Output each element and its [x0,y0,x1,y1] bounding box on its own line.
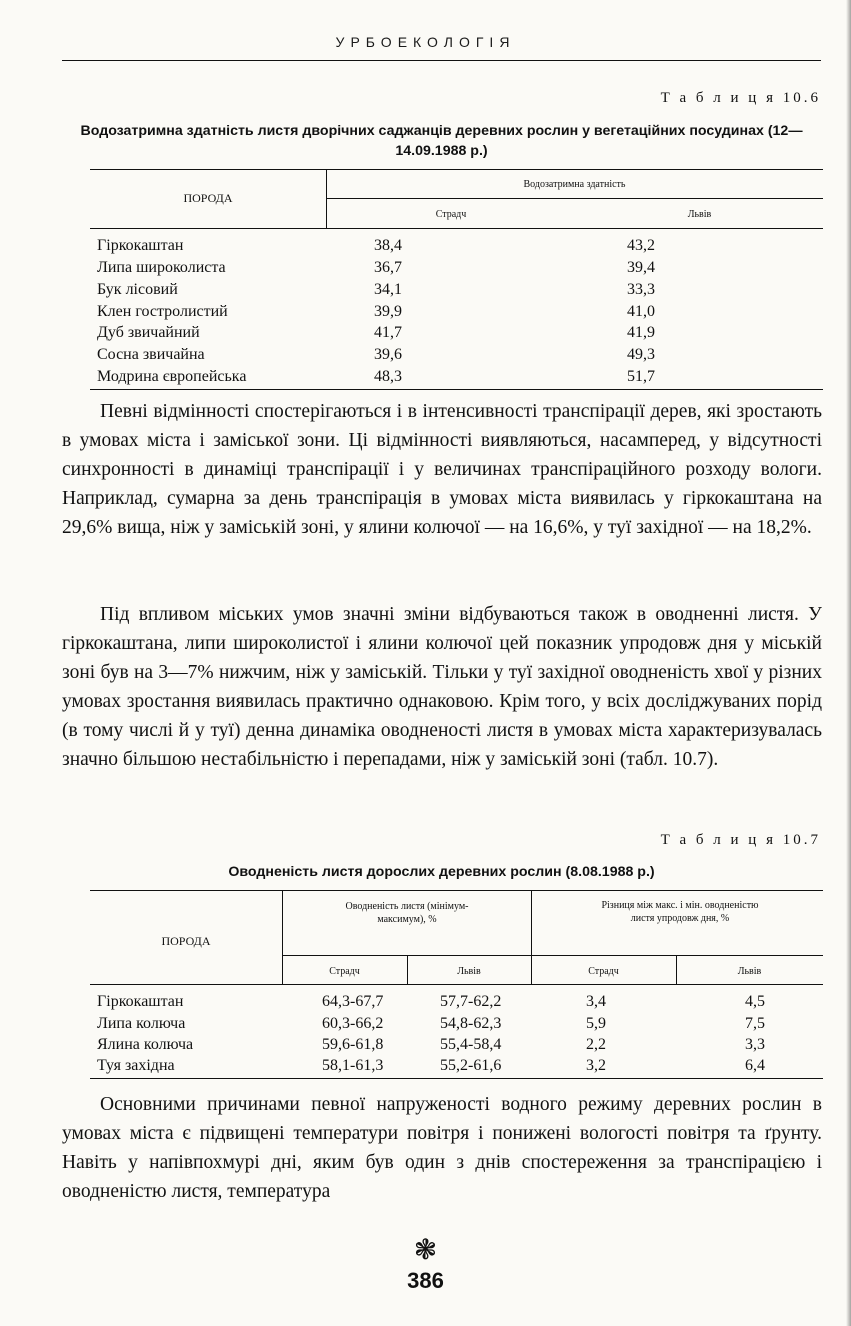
value-cell: 3,4 [586,993,606,1010]
species-cell: Липа колюча [97,1015,186,1032]
table-top-rule [90,169,823,170]
column-group-water-content: Оводненість листя (мінімум-максимум), % [345,901,469,925]
column-header-lviv: Львів [457,966,481,977]
species-cell: Клен гостролистий [97,303,228,320]
species-cell: Ялина колюча [97,1036,194,1053]
value-cell: 49,3 [627,346,655,363]
page-edge-shadow [846,0,851,1326]
value-cell: 5,9 [586,1015,606,1032]
column-header-species: ПОРОДА [161,934,211,948]
value-cell: 41,0 [627,303,655,320]
column-header-lviv: Львів [737,966,762,977]
body-paragraph: Під впливом міських умов значні зміни відбуваються також в оводненні листя. У гіркокаштана, липи широколистої і ялини колючої цей показник упродовж дня у міській зоні був на 3—7% нижчим, ніж у заміській. Тільки у туї західної оводненість хвої у різних умовах зростання виявилась практично однаковою. Крім того, у всіх досліджуваних порід (в тому числі й у туї) денна динаміка оводненості листя в умовах міста характеризувалась значно більшою нестабільністю і перепадами, ніж у заміській зоні (табл. 10.7). [62,604,822,770]
table-10-6-title: Водозатримна здатність листя дворічних саджанців деревних рослин у вегетаційних посудинах (12—14.09.1988 р.) [80,123,803,159]
value-cell: 2,2 [586,1036,606,1053]
value-cell: 57,7-62,2 [440,993,502,1010]
header-rule [62,60,821,61]
species-cell: Дуб звичайний [97,324,200,341]
value-cell: 6,4 [745,1057,765,1074]
value-cell: 55,4-58,4 [440,1036,502,1053]
flower-ornament-icon: ❃ [413,1233,438,1266]
value-cell: 34,1 [374,281,402,298]
value-cell: 4,5 [745,993,765,1010]
table-bottom-rule [90,1078,823,1079]
value-cell: 39,6 [374,346,402,363]
species-cell: Гіркокаштан [97,993,184,1010]
value-cell: 48,3 [374,368,402,385]
value-cell: 41,7 [374,324,402,341]
value-cell: 41,9 [627,324,655,341]
column-header-species: ПОРОДА [183,191,233,205]
value-cell: 38,4 [374,237,402,254]
species-cell: Туя західна [97,1057,175,1074]
table-group-rule [326,198,823,199]
value-cell: 59,6-61,8 [322,1036,384,1053]
page-number: 386 [407,1268,444,1293]
column-group-water-difference: Різниця між макс. і мін. оводненістю листя упродовж дня, % [601,900,759,924]
species-cell: Гіркокаштан [97,237,184,254]
table-header-rule [90,984,823,985]
value-cell: 33,3 [627,281,655,298]
value-cell: 43,2 [627,237,655,254]
table-header-rule [90,228,823,229]
running-head: УРБОЕКОЛОГІЯ [335,34,516,50]
value-cell: 54,8-62,3 [440,1015,502,1032]
table-top-rule [90,890,823,891]
table-bottom-rule [90,389,823,390]
table-10-7-number: Т а б л и ц я 10.7 [660,832,821,848]
value-cell: 60,3-66,2 [322,1015,384,1032]
column-header-stradch: Страдч [588,966,619,977]
value-cell: 64,3-67,7 [322,993,384,1010]
table-10-7-title: Оводненість листя дорослих деревних рослин (8.08.1988 р.) [228,864,655,880]
table-10-6-number: Т а б л и ц я 10.6 [660,90,821,106]
species-cell: Модрина європейська [97,368,247,385]
value-cell: 51,7 [627,368,655,385]
value-cell: 7,5 [745,1015,765,1032]
column-header-stradch: Страдч [435,209,467,220]
value-cell: 3,3 [745,1036,765,1053]
value-cell: 39,4 [627,259,655,276]
species-cell: Бук лісовий [97,281,178,298]
value-cell: 55,2-61,6 [440,1057,502,1074]
value-cell: 58,1-61,3 [322,1057,384,1074]
species-cell: Липа широколиста [97,259,226,276]
value-cell: 39,9 [374,303,402,320]
value-cell: 3,2 [586,1057,606,1074]
column-header-stradch: Страдч [329,966,360,977]
column-header-lviv: Львів [687,209,712,220]
value-cell: 36,7 [374,259,402,276]
table-group-rule [282,955,823,956]
column-group-water-retention: Водозатримна здатність [523,179,626,190]
species-cell: Сосна звичайна [97,346,205,363]
body-paragraph: Певні відмінності спостерігаються і в інтенсивності транспірації дерев, які зростають в умовах міста і заміської зони. Ці відмінності виявляються, насамперед, у відсутності синхронності в динаміці транспірації і у величинах транспіраційного розходу вологи. Наприклад, сумарна за день транспірація в умовах міста виявилась у гіркокаштана на 29,6% вища, ніж у заміській зоні, у ялини колючої — на 16,6%, у туї західної — на 18,2%. [62,401,822,538]
body-paragraph: Основними причинами певної напруженості водного режиму деревних рослин в умовах міста є підвищені температури повітря і понижені вологості повітря та ґрунту. Навіть у напівпохмурі дні, яким був один з днів спостереження за транспірацією і оводненістю листя, температура [62,1094,822,1202]
